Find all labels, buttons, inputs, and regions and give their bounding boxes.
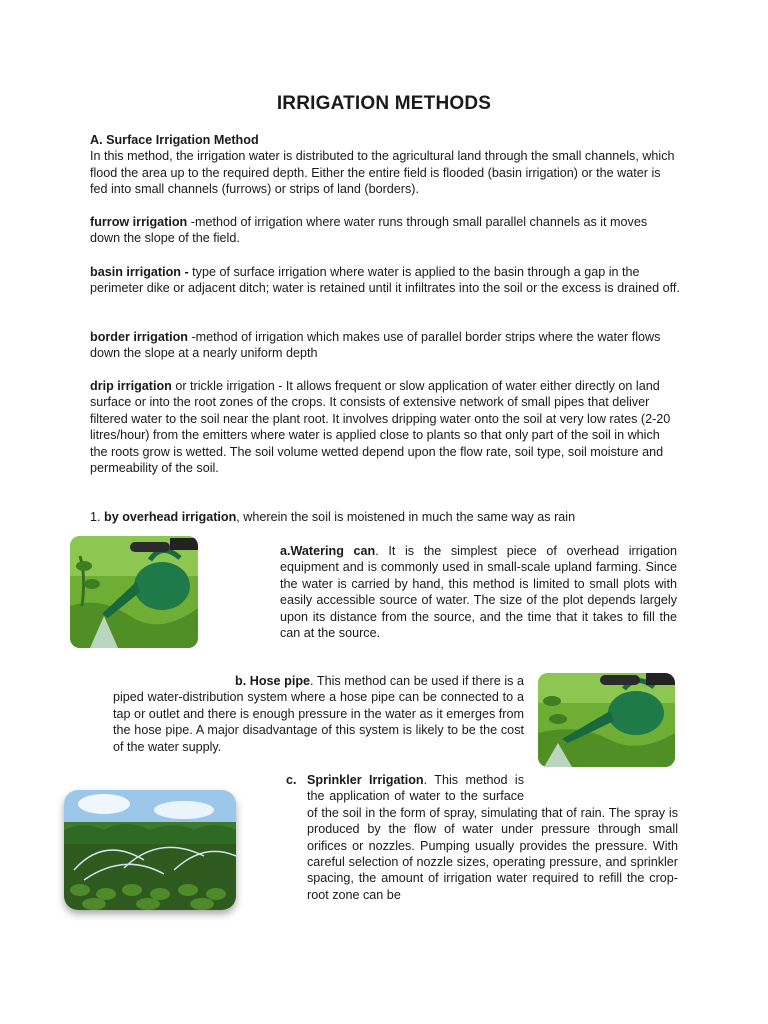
watering-can-photo — [70, 536, 198, 648]
sprinkler-term: Sprinkler Irrigation — [307, 773, 424, 787]
furrow-paragraph — [90, 214, 680, 247]
overhead-term: by overhead irrigation — [104, 510, 237, 524]
overhead-text: , wherein the soil is moistened in much the same way as rain — [236, 510, 576, 524]
section-a-heading: A. Surface Irrigation Method — [90, 133, 259, 147]
border-text: -method of irrigation which makes use of parallel border strips where the water flows down the slope at a nearly uniform depth — [90, 330, 661, 361]
section-a — [90, 132, 680, 198]
overhead-prefix: 1. — [90, 510, 105, 524]
page-title: IRRIGATION METHODS — [276, 93, 492, 114]
drip-term: drip irrigation — [90, 379, 172, 393]
sprinkler-label: c. — [286, 773, 297, 787]
furrow-text: -method of irrigation where water runs through small parallel channels as it moves down the slope of the field. — [90, 215, 648, 246]
basin-text: type of surface irrigation where water is applied to the basin through a gap in the perimeter dike or adjacent ditch; water is retained until it infiltrates into the soil or the excess is drained off. — [90, 265, 680, 296]
watering-term: a.Watering can — [280, 544, 376, 558]
hose-term: b. Hose pipe — [235, 674, 311, 688]
sprinkler-paragraph — [307, 772, 678, 903]
watering-can-photo — [538, 673, 675, 767]
watering-text: . It is the simplest piece of overhead irrigation equipment and is commonly used in small-scale upland farming. Since the water is carried by hand, this method is limited to small plots with easily accessible source of water. The size of the plot depends largely upon its distance from the source, and the time that it takes to fill the can at the source. — [280, 544, 678, 641]
sprinkler-field-photo — [64, 790, 236, 910]
hose-text: . This method can be used if there is a piped water-distribution system where a hose pipe can be connected to a tap or outlet and there is enough pressure in the water as it emerges from the hose pipe. A major disadvantage of this system is likely to be the cost of the water supply. — [113, 674, 524, 754]
border-paragraph — [90, 329, 680, 362]
drip-paragraph — [90, 378, 680, 476]
drip-text: or trickle irrigation - It allows frequent or slow application of water either directly on land surface or into the root zones of the crops. It consists of extensive network of small pipes that deliver filtered water to the soil near the plant root. It involves dripping water onto the soil at very low rates (2-20 litres/hour) from the emitters where water is applied close to plants so that only part of the soil in which the roots grow is wetted. The soil volume wetted depend upon the flow rate, soil type, soil moisture and permeability of the soil. — [90, 379, 671, 476]
sprinkler-text: . This method is the application of water to the surface of the soil in the form of spray, simulating that of rain. The spray is produced by the flow of water under pressure through small orifices or nozzles. Pumping usually provides the pressure. With careful selection of nozzle sizes, operating pressure, and sprinkler spacing, the amount of irrigation water required to refill the crop-root zone can be — [307, 773, 678, 902]
basin-term: basin irrigation - — [90, 265, 189, 279]
border-term: border irrigation — [90, 330, 188, 344]
watering-can-paragraph — [280, 543, 677, 641]
furrow-term: furrow irrigation — [90, 215, 188, 229]
section-a-intro: In this method, the irrigation water is distributed to the agricultural land through the small channels, which flood the area up to the required depth. Either the entire field is flooded (basin irrigation) or the water is fed into small channels (furrows) or strips of land (borders). — [90, 149, 675, 197]
text-wrap-spacer — [524, 772, 678, 804]
basin-paragraph — [90, 264, 680, 297]
hose-paragraph — [113, 673, 524, 755]
overhead-paragraph — [90, 509, 680, 525]
